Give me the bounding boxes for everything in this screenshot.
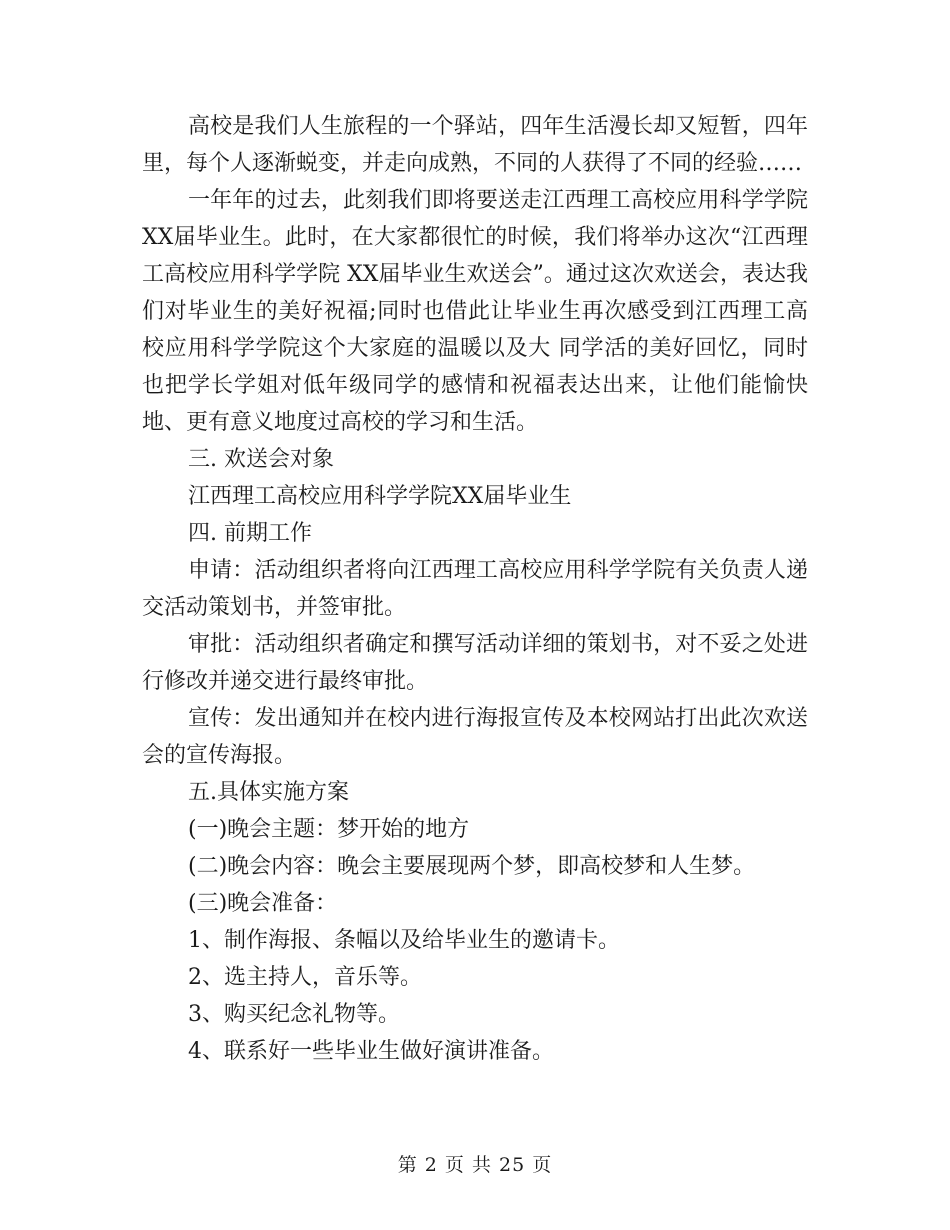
section-heading-preparation: 四. 前期工作 [188,521,312,546]
list-item-4: 4、联系好一些毕业生做好演讲准备。 [188,1039,554,1064]
section-heading-plan: 五.具体实施方案 [188,780,349,805]
section-heading-audience: 三. 欢送会对象 [188,447,334,472]
list-item-1: 1、制作海报、条幅以及给毕业生的邀请卡。 [188,928,620,953]
paragraph-application: 申请：活动组织者将向江西理工高校应用科学学院有关负责人递交活动策划书，并签审批。 [142,558,808,620]
paragraph-audience: 江西理工高校应用科学学院XX届毕业生 [188,484,572,509]
list-item-theme: (一)晚会主题：梦开始的地方 [188,817,470,842]
paragraph-approval: 审批：活动组织者确定和撰写活动详细的策划书，对不妥之处进行修改并递交进行最终审批。 [142,632,808,694]
paragraph-background: 一年年的过去，此刻我们即将要送走江西理工高校应用科学学院XX届毕业生。此时，在大家都很忙的时候，我们将举办这次“江西理工高校应用科学学院 XX届毕业生欢送会”。通过这次欢送会，表达我们对毕业生的美好祝福;同时也借此让毕业生再次感受到江西理工高校应用科学学院这个大家庭的温暖以及大 同学活的美好回忆，同时也把学长学姐对低年级同学的感情和祝福表达出来，让他们能愉快地、更有意义地度过高校的学习和生活。 [142,188,808,435]
body-text [142,108,808,1070]
list-item-preparation: (三)晚会准备： [188,891,338,916]
list-item-content: (二)晚会内容：晚会主要展现两个梦，即高校梦和人生梦。 [188,854,756,879]
list-item-2: 2、选主持人，音乐等。 [188,965,422,990]
list-item-3: 3、购买纪念礼物等。 [188,1002,400,1027]
paragraph-intro: 高校是我们人生旅程的一个驿站，四年生活漫长却又短暂，四年里，每个人逐渐蜕变，并走向成熟，不同的人获得了不同的经验…… [142,114,808,176]
paragraph-publicity: 宣传：发出通知并在校内进行海报宣传及本校网站打出此次欢送会的宣传海报。 [142,706,808,768]
page-number-footer: 第 2 页 共 25 页 [397,1154,553,1176]
